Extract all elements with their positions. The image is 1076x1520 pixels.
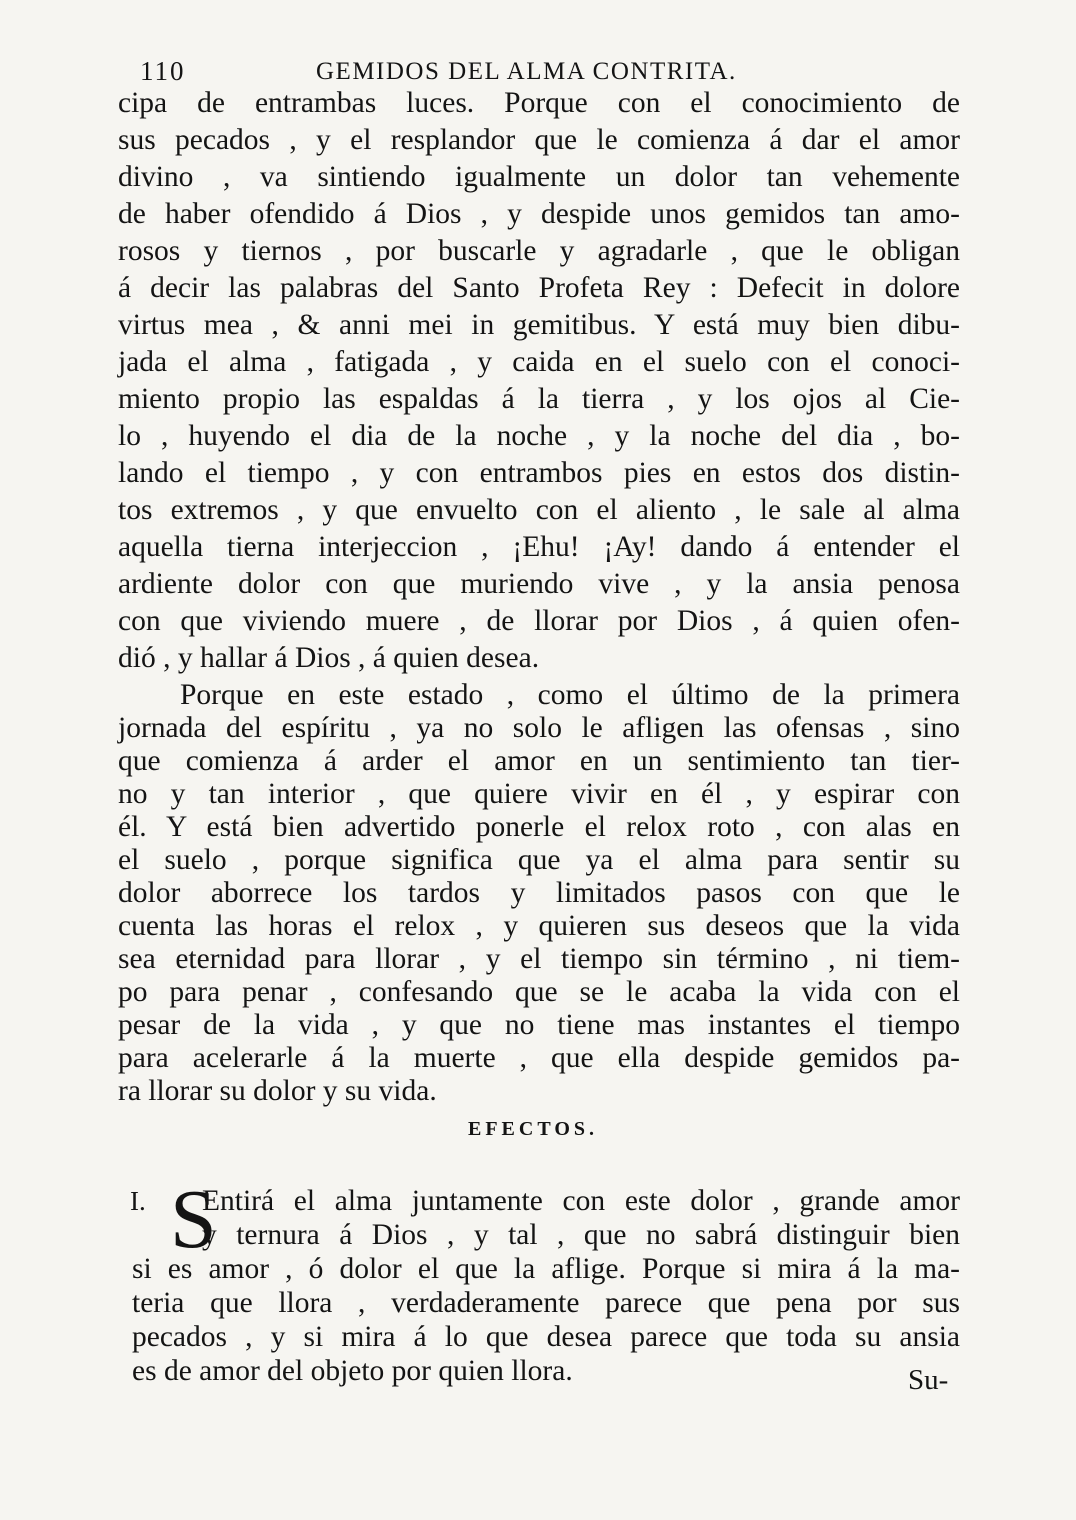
text-line: y ternura á Dios , y tal , que no sabrá distinguir bien (202, 1219, 960, 1251)
text-line: es de amor del objeto por quien llora. (132, 1355, 573, 1387)
text-line: aquella tierna interjeccion , ¡Ehu! ¡Ay! dando á entender el (118, 531, 960, 563)
text-line: el suelo , porque significa que ya el alma para sentir su (118, 844, 960, 876)
drop-cap: S (170, 1173, 217, 1266)
text-line: á decir las palabras del Santo Profeta Rey : Defecit in dolore (118, 272, 960, 304)
text-line: pecados , y si mira á lo que desea parece que toda su ansia (132, 1321, 960, 1353)
text-line: teria que llora , verdaderamente parece que pena por sus (132, 1287, 960, 1319)
text-line: ardiente dolor con que muriendo vive , y la ansia penosa (118, 568, 960, 600)
item-1 (118, 0, 960, 1520)
text-line: con que viviendo muere , de llorar por Dios , á quien ofen- (118, 605, 960, 637)
text-line: él. Y está bien advertido ponerle el relox roto , con alas en (118, 811, 960, 843)
text-line: que comienza á arder el amor en un sentimiento tan tier- (118, 745, 960, 777)
text-line: lo , huyendo el dia de la noche , y la noche del dia , bo- (118, 420, 960, 452)
text-line: de haber ofendido á Dios , y despide unos gemidos tan amo- (118, 198, 960, 230)
text-line: sus pecados , y el resplandor que le comienza á dar el amor (118, 124, 960, 156)
text-line: virtus mea , & anni mei in gemitibus. Y está muy bien dibu- (118, 309, 960, 341)
text-line: tos extremos , y que envuelto con el aliento , le sale al alma (118, 494, 960, 526)
text-line: po para penar , confesando que se le acaba la vida con el (118, 976, 960, 1008)
text-line: dolor aborrece los tardos y limitados pasos con que le (118, 877, 960, 909)
text-line: jada el alma , fatigada , y caida en el suelo con el conoci- (118, 346, 960, 378)
text-line: si es amor , ó dolor el que la aflige. Porque si mira á la ma- (132, 1253, 960, 1285)
page-number: 110 (140, 56, 186, 86)
text-line: miento propio las espaldas á la tierra , y los ojos al Cie- (118, 383, 960, 415)
text-line: no y tan interior , que quiere vivir en él , y espirar con (118, 778, 960, 810)
item-number: I. (130, 1186, 146, 1216)
text-line: cuenta las horas el relox , y quieren sus deseos que la vida (118, 910, 960, 942)
text-line: sea eternidad para llorar , y el tiempo sin término , ni tiem- (118, 943, 960, 975)
text-line: pesar de la vida , y que no tiene mas instantes el tiempo (118, 1009, 960, 1041)
text-line: rosos y tiernos , por buscarle y agradarle , que le obligan (118, 235, 960, 267)
text-line: cipa de entrambas luces. Porque con el conocimiento de (118, 87, 960, 119)
text-line: lando el tiempo , y con entrambos pies en estos dos distin- (118, 457, 960, 489)
text-line: divino , va sintiendo igualmente un dolor tan vehemente (118, 161, 960, 193)
text-line: ra llorar su dolor y su vida. (118, 1075, 437, 1107)
text-line: dió , y hallar á Dios , á quien desea. (118, 642, 540, 674)
catchword: Su- (908, 1364, 949, 1396)
section-heading: EFECTOS. (468, 1118, 598, 1140)
running-title: GEMIDOS DEL ALMA CONTRITA. (316, 58, 737, 85)
text-line: jornada del espíritu , ya no solo le afligen las ofensas , sino (118, 712, 960, 744)
text-line: Entirá el alma juntamente con este dolor , grande amor (202, 1185, 960, 1217)
text-line: Porque en este estado , como el último de la primera (180, 679, 960, 711)
text-line: para acelerarle á la muerte , que ella despide gemidos pa- (118, 1042, 960, 1074)
